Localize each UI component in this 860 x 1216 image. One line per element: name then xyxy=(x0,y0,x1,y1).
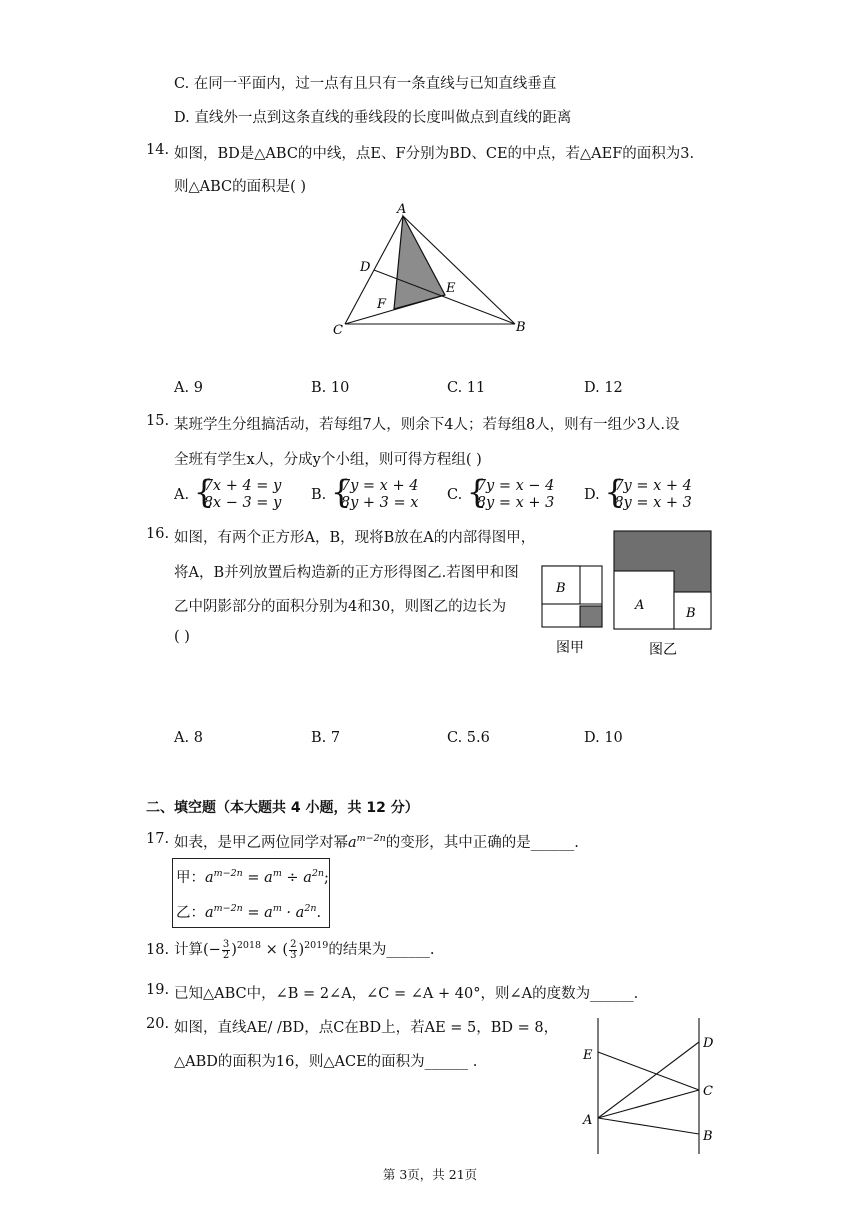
q15-option-c: C. { 7y = x − 4 8y = x + 3 xyxy=(447,478,554,512)
q20-label-e: E xyxy=(583,1048,593,1063)
q20-stem-line1: 如图，直线AE/ /BD，点C在BD上，若AE = 5，BD = 8， xyxy=(174,1020,559,1036)
q14-stem-line2: 则△ABC的面积是( ) xyxy=(174,179,307,195)
q17-table-box xyxy=(172,858,330,928)
q20-number: 20. xyxy=(146,1016,170,1032)
q20-segment-ec xyxy=(598,1052,699,1090)
q16-caption-jia: 图甲 xyxy=(556,640,584,656)
q16-option-b: B. 7 xyxy=(311,730,341,746)
q16-yi-label-b: B xyxy=(686,606,696,621)
q17-number: 17. xyxy=(146,831,170,847)
q15-number: 15. xyxy=(146,413,170,429)
q16-stem-line4: ( ) xyxy=(174,629,190,645)
q17-row-jia: 甲：$a^{m-2n} = a^m \div a^{2n}$; xyxy=(176,868,329,886)
q13-option-c: C. 在同一平面内，过一点有且只有一条直线与已知直线垂直 xyxy=(174,76,557,92)
q20-segment-ac xyxy=(598,1090,699,1118)
section-2-heading: 二、填空题（本大题共 4 小题，共 12 分） xyxy=(146,800,419,816)
q16-number: 16. xyxy=(146,526,170,542)
q14-option-a: A. 9 xyxy=(174,380,203,396)
q14-label-f: F xyxy=(377,297,387,312)
q16-stem-line1: 如图，有两个正方形A，B，现将B放在A的内部得图甲， xyxy=(174,530,536,546)
q16-option-c: C. 5.6 xyxy=(447,730,490,746)
q16-stem-line3: 乙中阴影部分的面积分别为4和30，则图乙的边长为 xyxy=(174,599,507,615)
q16-jia-label-b: B xyxy=(556,581,566,596)
q19-number: 19. xyxy=(146,982,170,998)
q14-label-d: D xyxy=(360,260,371,275)
q16-option-d: D. 10 xyxy=(584,730,623,746)
q20-label-b: B xyxy=(703,1129,713,1144)
q13-option-d: D. 直线外一点到这条直线的垂线段的长度叫做点到直线的距离 xyxy=(174,110,572,126)
q20-stem-line2: △ABD的面积为16，则△ACE的面积为______ . xyxy=(174,1054,478,1070)
q19-stem: 已知△ABC中，∠B = 2∠A，∠C = ∠A + 40°，则∠A的度数为______. xyxy=(174,986,639,1002)
q15-option-a: A. { 7x + 4 = y 8x − 3 = y xyxy=(174,478,281,512)
q17-stem: 如表，是甲乙两位同学对幂$a^{m-2n}$的变形，其中正确的是______. xyxy=(174,833,579,851)
q14-option-b: B. 10 xyxy=(311,380,350,396)
q18-stem: 计算(− $\frac{3}{2}$ )$^{2018}$ × ( $\frac{2}{3}$ )$^{2019}$的结果为______. xyxy=(174,938,435,961)
q16-stem-line2: 将A，B并列放置后构造新的正方形得图乙.若图甲和图 xyxy=(174,565,519,581)
q14-label-a: A xyxy=(397,202,407,217)
q14-stem-line1: 如图，BD是△ABC的中线，点E、F分别为BD、CE的中点，若△AEF的面积为3. xyxy=(174,146,695,162)
q16-yi-label-a: A xyxy=(635,598,645,613)
q20-segment-ad xyxy=(598,1042,699,1118)
q16-squares-figure xyxy=(538,528,718,663)
q20-label-d: D xyxy=(703,1036,714,1051)
q16-jia-shaded-region xyxy=(580,606,602,627)
q20-label-c: C xyxy=(703,1084,713,1099)
q18-number: 18. xyxy=(146,942,170,958)
q20-parallel-lines-figure xyxy=(578,1012,723,1162)
q15-stem-line2: 全班有学生x人，分成y个小组，则可得方程组( ) xyxy=(174,452,482,468)
q15-option-b: B. { 7y = x + 4 8y + 3 = x xyxy=(311,478,418,512)
q14-triangle-figure xyxy=(325,198,535,343)
q14-label-c: C xyxy=(333,323,343,338)
page-footer: 第 3页，共 21页 xyxy=(382,1167,478,1182)
q16-caption-yi: 图乙 xyxy=(649,642,677,658)
q14-label-e: E xyxy=(446,281,456,296)
q20-segment-ab xyxy=(598,1118,699,1134)
q16-option-a: A. 8 xyxy=(174,730,203,746)
q15-stem-line1: 某班学生分组搞活动，若每组7人，则余下4人；若每组8人，则有一组少3人.设 xyxy=(174,417,680,433)
q14-label-b: B xyxy=(516,320,526,335)
q15-option-d: D. { 7y = x + 4 8y = x + 3 xyxy=(584,478,692,512)
q14-shaded-triangle-aef xyxy=(394,216,445,309)
q14-option-d: D. 12 xyxy=(584,380,623,396)
q14-option-c: C. 11 xyxy=(447,380,486,396)
q20-label-a: A xyxy=(583,1113,593,1128)
q17-row-yi: 乙：$a^{m-2n} = a^m \cdot a^{2n}$. xyxy=(176,903,322,921)
q14-number: 14. xyxy=(146,142,170,158)
